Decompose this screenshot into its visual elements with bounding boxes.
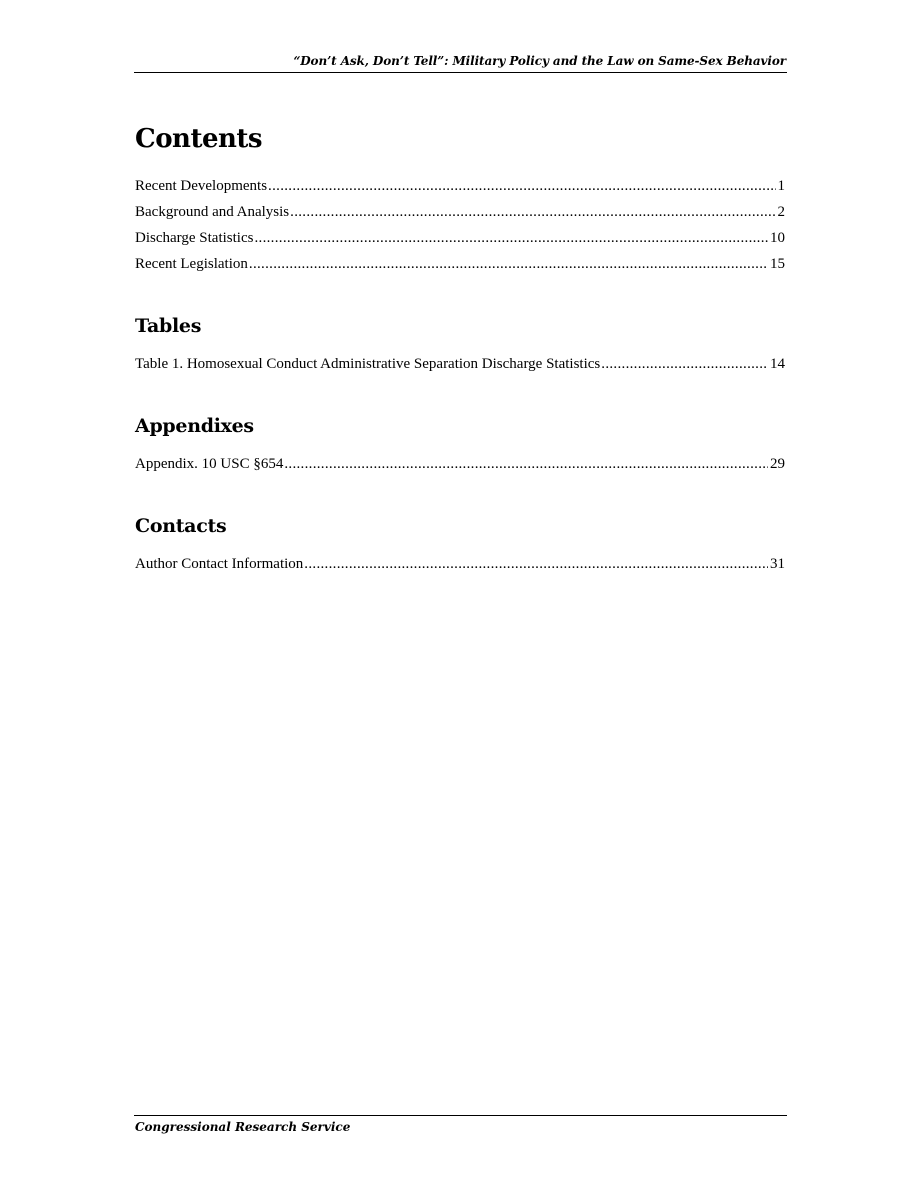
- contacts-heading: Contacts: [135, 515, 227, 537]
- toc-entry-page: 15: [770, 256, 785, 272]
- contents-heading: Contents: [135, 124, 263, 154]
- dot-leader: [249, 251, 768, 277]
- toc-entry-appendix[interactable]: [135, 451, 785, 477]
- footer-rule: [134, 1115, 787, 1116]
- dot-leader: [290, 199, 775, 225]
- toc-entry-label: Table 1. Homosexual Conduct Administrative Separation Discharge Statistics: [135, 356, 601, 372]
- contents-list: [135, 173, 785, 277]
- running-header: “Don’t Ask, Don’t Tell”: Military Policy and the Law on Same-Sex Behavior: [293, 54, 786, 68]
- header-rule: [134, 72, 787, 73]
- toc-entry-page: 31: [770, 556, 785, 572]
- contacts-list: [135, 551, 785, 577]
- footer-text: Congressional Research Service: [135, 1120, 351, 1134]
- toc-entry-label: Background and Analysis: [135, 204, 290, 220]
- toc-entry-page: 10: [770, 230, 785, 246]
- appendixes-heading: Appendixes: [135, 415, 254, 437]
- appendixes-list: [135, 451, 785, 477]
- dot-leader: [268, 173, 775, 199]
- dot-leader: [254, 225, 768, 251]
- toc-entry-recent-developments[interactable]: [135, 173, 785, 199]
- toc-entry-background-and-analysis[interactable]: [135, 199, 785, 225]
- toc-entry-label: Recent Legislation: [135, 256, 248, 272]
- dot-leader: [601, 351, 768, 377]
- toc-entry-discharge-statistics[interactable]: [135, 225, 785, 251]
- tables-heading: Tables: [135, 315, 202, 337]
- dot-leader: [304, 551, 768, 577]
- toc-entry-table-1[interactable]: [135, 351, 785, 377]
- toc-entry-page: 2: [777, 204, 785, 220]
- toc-entry-label: Appendix. 10 USC §654: [135, 456, 284, 472]
- dot-leader: [284, 451, 768, 477]
- toc-entry-page: 29: [770, 456, 785, 472]
- toc-entry-page: 1: [777, 178, 785, 194]
- toc-entry-label: Author Contact Information: [135, 556, 304, 572]
- toc-entry-label: Discharge Statistics: [135, 230, 254, 246]
- toc-entry-author-contact[interactable]: [135, 551, 785, 577]
- tables-list: [135, 351, 785, 377]
- toc-entry-recent-legislation[interactable]: [135, 251, 785, 277]
- toc-entry-label: Recent Developments: [135, 178, 268, 194]
- toc-entry-page: 14: [770, 356, 785, 372]
